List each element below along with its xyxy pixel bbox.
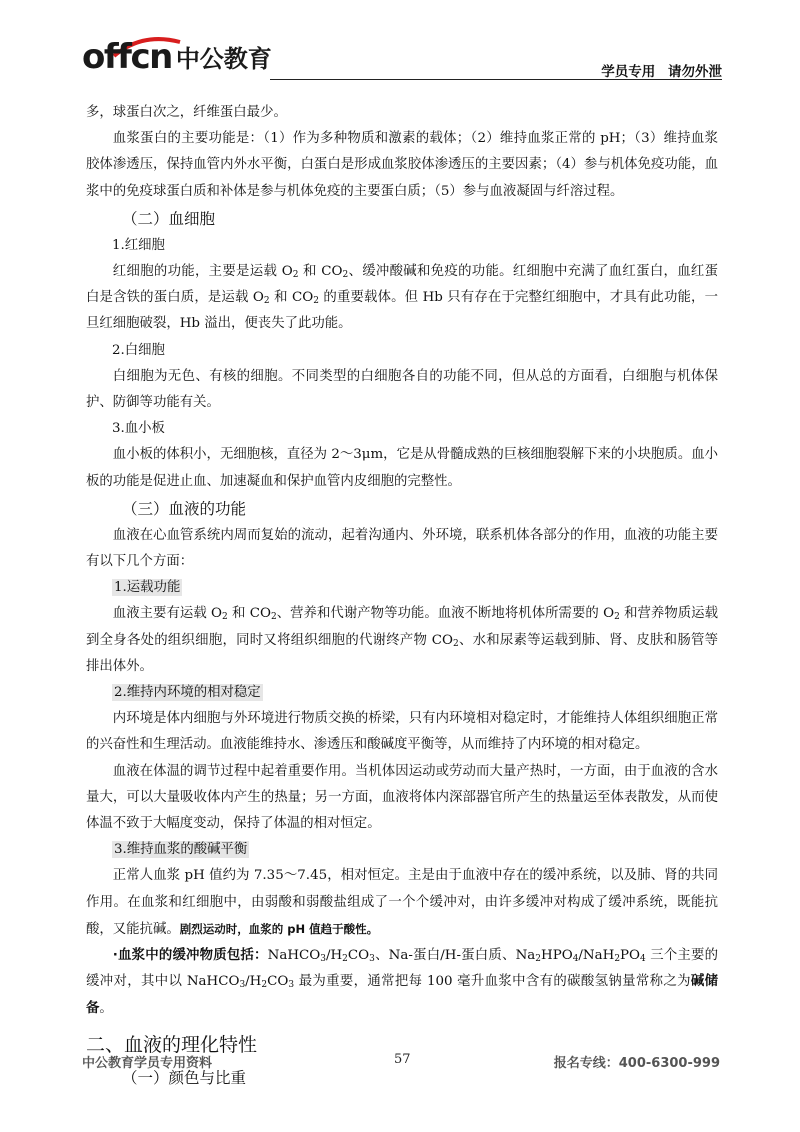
paragraph-wbc: 白细胞为无色、有核的细胞。不同类型的白细胞各自的功能不同，但从总的方面看，白细胞与机体保护、防御等功能有关。 bbox=[86, 368, 718, 411]
header-notice: 学员专用 请勿外泄 bbox=[601, 64, 722, 80]
paragraph-transport: 血液主要有运载 $O_2$ 和 $CO_2$、营养和代谢产物等功能。血液不断地将机体所需要的 $O_2$ 和营养物质运载到全身各处的组织细胞，同时又将组织细胞的代谢终产物 $CO_2$、水和尿素等运载到肺、肾、皮肤和肠管等排出体外。 bbox=[86, 606, 719, 674]
paragraph-acid-base: 正常人血浆 pH 值约为 7.35～7.45，相对恒定。主是由于血液中存在的缓冲系统，以及肺、肾的共同作用。在血浆和红细胞中，由弱酸和弱酸盐组成了一个个缓冲对，由许多缓冲对构成了缓冲系统，既能抗酸，又能抗碱。剧烈运动时，血浆的 pH 值趋于酸性。 bbox=[86, 868, 718, 937]
paragraph-homeostasis-1: 内环境是体内细胞与外环境进行物质交换的桥梁，只有内环境相对稳定时，才能维持人体组织细胞正常的兴奋性和生理活动。血液能维持水、渗透压和酸碱度平衡等，从而维持了内环境的相对稳定。 bbox=[86, 711, 718, 753]
paragraph-buffers: ·血浆中的缓冲物质包括：$NaHCO_3/H_2CO_3$、Na-蛋白/H-蛋白质、$Na_2HPO_4/NaH_2PO_4$ 三个主要的缓冲对，其中以 $NaHCO_3/H_2CO_3$ 最为重要，通常把每 100 毫升血浆中含有的碳酸氢钠量常称之为碱储备。 bbox=[86, 948, 719, 1016]
page-header bbox=[82, 38, 722, 78]
paragraph-platelet: 血小板的体积小，无细胞核，直径为 2～3μm，它是从骨髓成熟的巨核细胞裂解下来的小块胞质。血小板的功能是促进止血、加速凝血和保护血管内皮细胞的完整性。 bbox=[86, 447, 718, 489]
subheading-homeostasis: 2.维持内环境的相对稳定 bbox=[114, 685, 261, 701]
document-body bbox=[86, 100, 718, 1092]
heading-blood-cells: （二）血细胞 bbox=[122, 209, 216, 228]
paragraph-rbc: 红细胞的功能，主要是运载 $O_2$ 和 $CO_2$、缓冲酸碱和免疫的功能。红细胞中充满了血红蛋白，血红蛋白是含铁的蛋白质，是运载 $O_2$ 和 $CO_2$ 的重要载体。但 Hb 只有存在于完整红细胞中，才具有此功能，一旦红细胞破裂，Hb 溢出，便丧失了此功能。 bbox=[86, 264, 718, 332]
logo-text-en: offcn bbox=[82, 37, 172, 77]
subheading-wbc: 2.白细胞 bbox=[112, 342, 165, 358]
heading-blood-function: （三）血液的功能 bbox=[122, 499, 247, 518]
paragraph-intro-tail: 多，球蛋白次之，纤维蛋白最少。 bbox=[86, 105, 287, 120]
footer-hotline: 报名专线：400-6300-999 bbox=[553, 1056, 720, 1071]
heading-color-density: （一）颜色与比重 bbox=[122, 1068, 247, 1087]
subheading-acid-base: 3.维持血浆的酸碱平衡 bbox=[114, 842, 248, 858]
paragraph-protein-function: 血浆蛋白的主要功能是：（1）作为多种物质和激素的载体；（2）维持血浆正常的 pH；（3）维持血浆胶体渗透压，保持血管内外水平衡，白蛋白是形成血浆胶体渗透压的主要因素；（4）参与机体免疫功能，血浆中的免疫球蛋白质和补体是参与机体免疫的主要蛋白质；（5）参与血液凝固与纤溶过程。 bbox=[86, 131, 718, 199]
subheading-rbc: 1.红细胞 bbox=[112, 237, 165, 253]
page-number: 57 bbox=[394, 1052, 411, 1067]
header-divider bbox=[270, 79, 722, 80]
heading-physicochemical: 二、血液的理化特性 bbox=[86, 1033, 258, 1056]
paragraph-homeostasis-2: 血液在体温的调节过程中起着重要作用。当机体因运动或劳动而大量产热时，一方面，由于血液的含水量大，可以大量吸收体内产生的热量；另一方面，血液将体内深部器官所产生的热量运至体表散发，从而使体温不致于大幅度变动，保持了体温的相对恒定。 bbox=[86, 763, 718, 832]
alkali-reserve-term: 碱储备 bbox=[86, 974, 719, 1016]
footer-source: 中公教育学员专用资料 bbox=[82, 1056, 213, 1071]
offcn-logo bbox=[82, 37, 272, 77]
buffer-heading: ·血浆中的缓冲物质包括： bbox=[112, 948, 268, 964]
subheading-platelet: 3.血小板 bbox=[112, 421, 165, 437]
subheading-transport: 1.运载功能 bbox=[114, 580, 181, 596]
logo-text-cn: 中公教育 bbox=[175, 45, 272, 73]
paragraph-function-intro: 血液在心血管系统内周而复始的流动，起着沟通内、外环境，联系机体各部分的作用，血液的功能主要有以下几个方面： bbox=[86, 527, 718, 570]
page-footer bbox=[82, 1052, 720, 1076]
acid-base-emphasis: 剧烈运动时，血浆的 pH 值趋于酸性。 bbox=[179, 921, 379, 936]
